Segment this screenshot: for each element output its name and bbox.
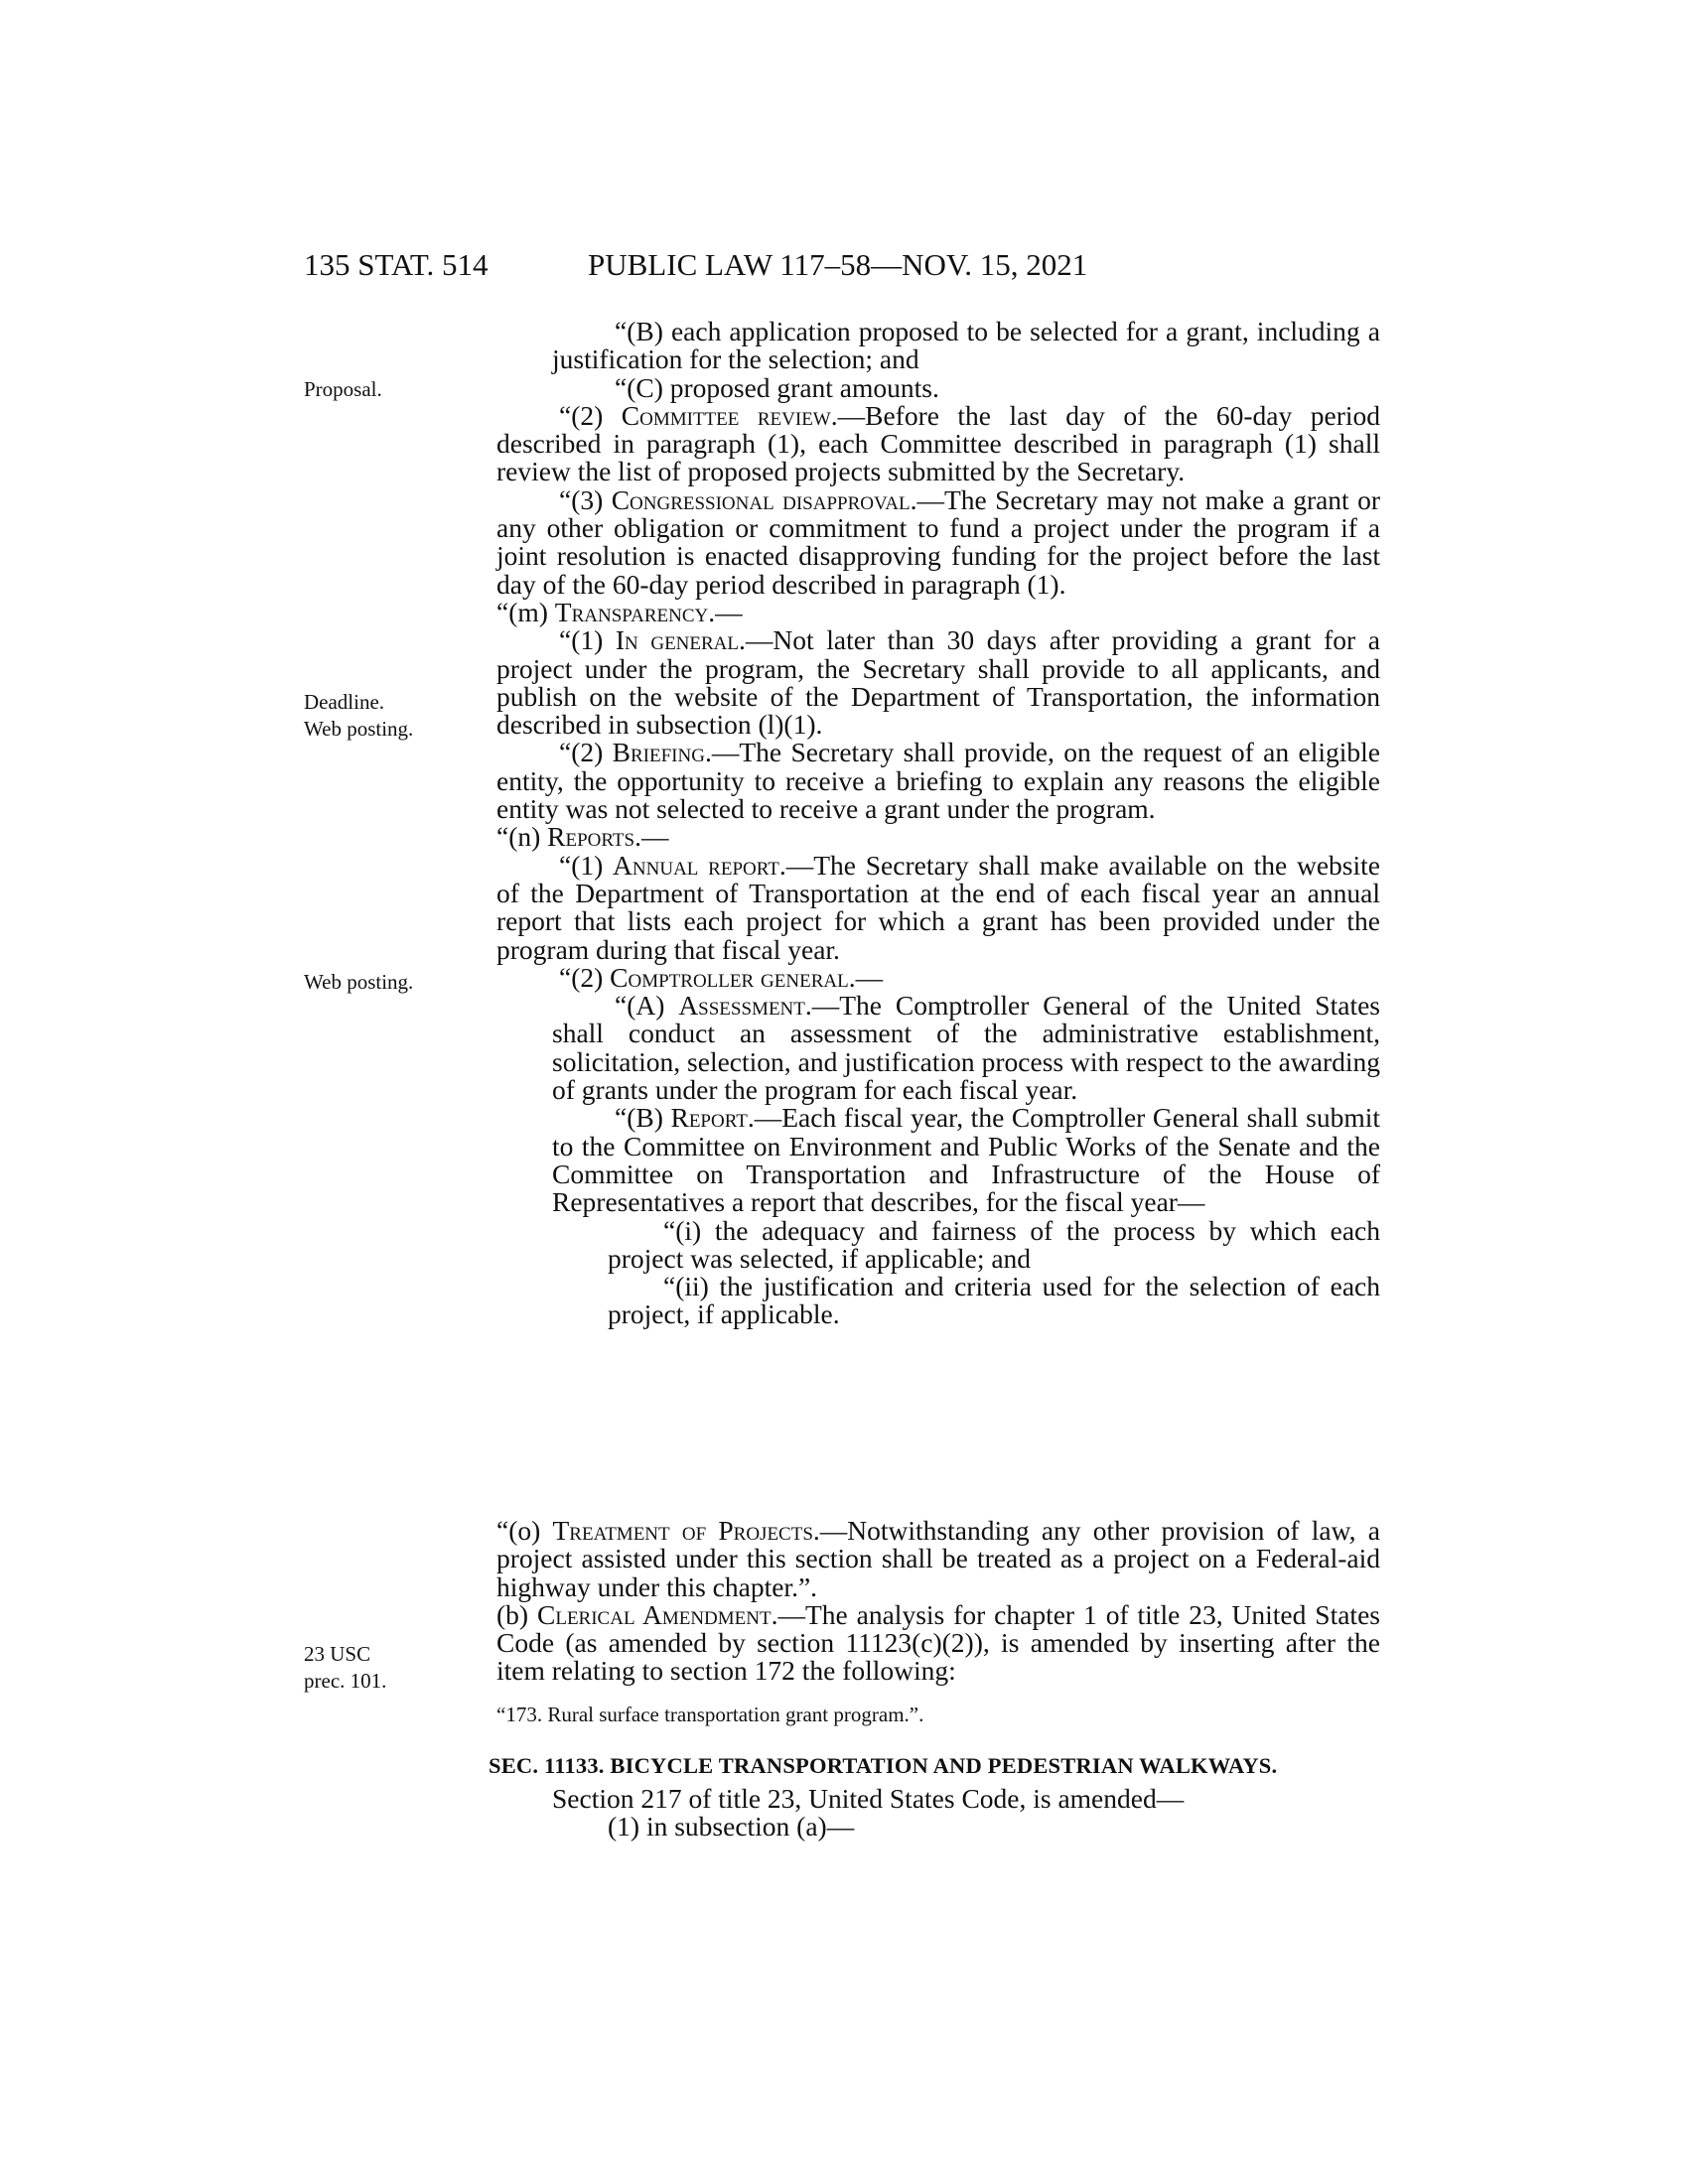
para-2-committee-review: “(2) Committee review.—Before the last day of the 60-day period described in paragraph (1), each Committee described in paragraph (1) shall review the list of proposed projects submitted by the Secretary.	[496, 399, 1380, 487]
para-m2-briefing: “(2) Briefing.—The Secretary shall provide, on the request of an eligible entity, the opportunity to receive a briefing to explain any reasons the eligible entity was not selected to receive a grant under the program.	[496, 737, 1380, 825]
subsection-m: “(m) Transparency.—	[496, 596, 743, 627]
subsection-n: “(n) Reports.—	[496, 821, 669, 853]
para-C: “(C) proposed grant amounts.	[615, 371, 939, 403]
margin-note-web-posting: Web posting.	[304, 970, 414, 994]
margin-note-usc-prec: prec. 101.	[304, 1669, 387, 1693]
para-nA-assessment: “(A) Assessment.—The Comptroller General of the United States shall conduct an assessment of the administrative establishment, solicitation, selection, and justification process with respect to the awarding of grants under the program for each fiscal year.	[552, 990, 1380, 1106]
statute-body	[496, 318, 1380, 1329]
para-n2-comptroller-general: “(2) Comptroller general.—	[559, 961, 884, 993]
para-m1-in-general: “(1) In general.—Not later than 30 days after providing a grant for a project under the program, the Secretary shall provide to all applicants, and publish on the website of the Department of Transportation, the information described in subsection (l)(1).	[496, 624, 1380, 741]
margin-note-deadline: Deadline.	[304, 690, 385, 714]
para-3-congressional-disapproval: “(3) Congressional disapproval.—The Secretary may not make a grant or any other obligation or commitment to fund a project under the program if a joint resolution is enacted disapproving funding for the project before the last day of the 60-day period described in paragraph (1).	[496, 483, 1381, 600]
page-stat-number: 135 STAT. 514	[304, 247, 489, 282]
para-nB-report: “(B) Report.—Each fiscal year, the Comptroller General shall submit to the Committee on Environment and Public Works of the Senate and the Committee on Transportation and Infrastructure of the House of Representatives a report that describes, for the fiscal year—	[552, 1102, 1380, 1218]
subsection-b-clerical: (b) Clerical Amendment.—The analysis for chapter 1 of title 23, United States Code (as amended by section 11123(c)(2)), is amended by inserting after the item relating to section 172 the following:	[496, 1598, 1380, 1687]
section-intro: Section 217 of title 23, United States Code, is amended—	[552, 1782, 1185, 1814]
para-n1-annual-report: “(1) Annual report.—The Secretary shall make available on the website of the Department of Transportation at the end of each fiscal year an annual report that lists each project for which a grant has been provided under the program during that fiscal year.	[496, 849, 1380, 965]
table-item-173: “173. Rural surface transportation grant program.”.	[496, 1702, 924, 1726]
subsection-o: “(o) Treatment of Projects.—Notwithstanding any other provision of law, a project assisted under this section shall be treated as a project on a Federal-aid highway under this chapter.”.	[496, 1515, 1380, 1602]
clause-ii: “(ii) the justification and criteria used for the selection of each project, if applicable.	[608, 1271, 1380, 1330]
section-subsection-1: (1) in subsection (a)—	[608, 1811, 855, 1843]
clause-i: “(i) the adequacy and fairness of the process by which each project was selected, if applicable; and	[608, 1214, 1380, 1274]
section-heading: SEC. 11133. BICYCLE TRANSPORTATION AND PEDESTRIAN WALKWAYS.	[489, 1752, 1278, 1778]
para-B: “(B) each application proposed to be selected for a grant, including a justification for the selection; and	[552, 316, 1380, 375]
margin-note-usc: 23 USC	[304, 1642, 371, 1666]
running-header: PUBLIC LAW 117–58—NOV. 15, 2021	[588, 247, 1088, 282]
margin-note-web-posting: Web posting.	[304, 717, 414, 741]
margin-note-proposal: Proposal.	[304, 377, 382, 401]
statute-body-continued	[489, 1515, 1380, 1843]
